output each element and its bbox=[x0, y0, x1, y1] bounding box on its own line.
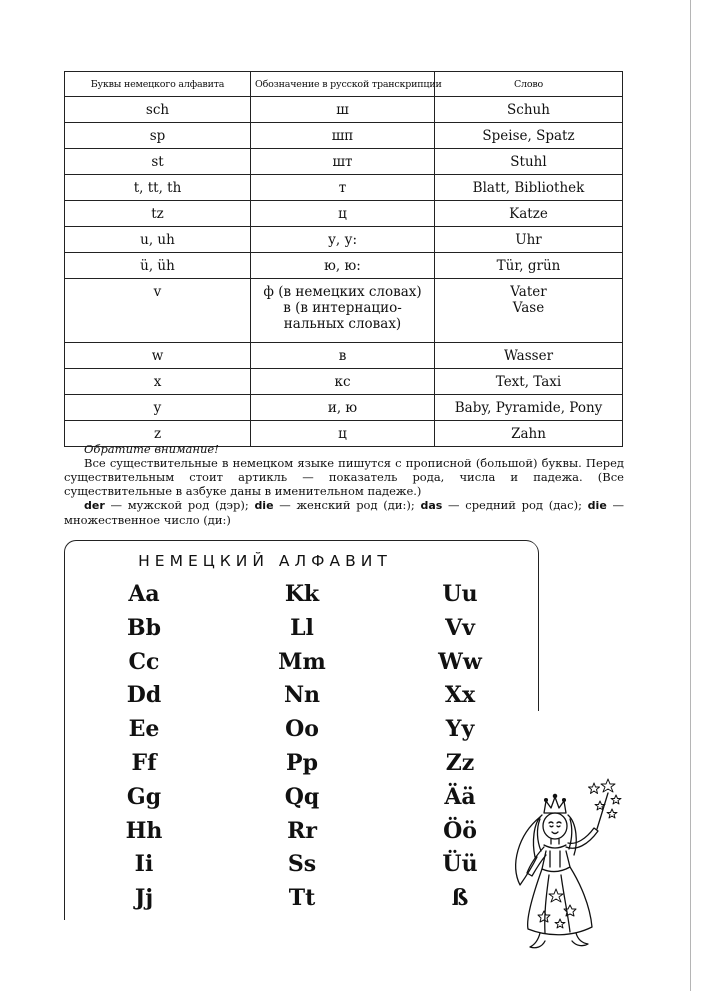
letter: Qq bbox=[284, 783, 320, 810]
cell-transcription: кс bbox=[251, 369, 435, 395]
letter: Jj bbox=[134, 885, 154, 912]
letter: Ff bbox=[131, 749, 157, 776]
cell-transcription: ц bbox=[251, 201, 435, 227]
cell-transcription: у, у: bbox=[251, 227, 435, 253]
table-header-row bbox=[65, 72, 623, 97]
letter: Ii bbox=[134, 851, 154, 878]
table-row bbox=[65, 201, 623, 227]
cell-word: Speise, Spatz bbox=[435, 123, 623, 149]
table-row bbox=[65, 227, 623, 253]
article-die-feminine: die bbox=[254, 499, 274, 512]
table-row bbox=[65, 149, 623, 175]
article-das-meaning: — средний род (дас); bbox=[442, 498, 588, 512]
cell-transcription: ц bbox=[251, 421, 435, 447]
letter: Zz bbox=[445, 749, 475, 776]
letter: Gg bbox=[126, 783, 162, 810]
letter: Nn bbox=[283, 682, 321, 709]
letter: Hh bbox=[125, 817, 163, 844]
article-die-feminine-meaning: — женский род (ди:); bbox=[273, 498, 421, 512]
cell-letters: sp bbox=[65, 123, 251, 149]
note-title: Обратите внимание! bbox=[84, 442, 219, 456]
cell-transcription: шп bbox=[251, 123, 435, 149]
letter: Ll bbox=[290, 614, 314, 641]
table-row bbox=[65, 369, 623, 395]
letter: Bb bbox=[127, 614, 161, 641]
letter: Kk bbox=[284, 581, 320, 607]
cell-word: Schuh bbox=[435, 97, 623, 123]
cell-transcription: ф (в немецких словах) в (в интернацио- нальных словах) bbox=[251, 279, 435, 343]
cell-transcription: т bbox=[251, 175, 435, 201]
cell-letters: st bbox=[65, 149, 251, 175]
header-letters: Буквы немецкого алфавита bbox=[65, 72, 251, 97]
letter: Yy bbox=[445, 716, 475, 743]
header-word: Слово bbox=[435, 72, 623, 97]
letter: Tt bbox=[288, 885, 316, 912]
letter: Üü bbox=[442, 851, 478, 878]
header-transcription: Обозначение в русской транскрипции bbox=[251, 72, 435, 97]
cell-letters: w bbox=[65, 343, 251, 369]
letter: Öö bbox=[443, 817, 477, 844]
page-edge bbox=[690, 0, 698, 991]
cell-word: Text, Taxi bbox=[435, 369, 623, 395]
cell-word: Tür, grün bbox=[435, 253, 623, 279]
cell-letters: sch bbox=[65, 97, 251, 123]
table-row bbox=[65, 343, 623, 369]
cell-letters: v bbox=[65, 279, 251, 343]
letter: Pp bbox=[286, 749, 318, 776]
letter: Uu bbox=[442, 581, 478, 607]
cell-letters: u, uh bbox=[65, 227, 251, 253]
letter: Ss bbox=[287, 851, 317, 878]
letter: Rr bbox=[287, 817, 317, 844]
note-text: Все существительные в немецком языке пишутся с прописной (большой) буквы. Перед существительным стоит артикль — показатель рода, числа и падежа. (Все существительные в азбуке даны в именительном падеже.) bbox=[64, 456, 624, 498]
letter: Vv bbox=[445, 614, 475, 641]
cell-transcription: шт bbox=[251, 149, 435, 175]
cell-transcription: ш bbox=[251, 97, 435, 123]
cell-word: Wasser bbox=[435, 343, 623, 369]
cell-transcription: в bbox=[251, 343, 435, 369]
letter: Mm bbox=[278, 648, 326, 675]
table-row bbox=[65, 279, 623, 343]
cell-letters: t, tt, th bbox=[65, 175, 251, 201]
cell-word: Stuhl bbox=[435, 149, 623, 175]
letter: Cc bbox=[128, 648, 160, 675]
cell-transcription: и, ю bbox=[251, 395, 435, 421]
cell-letters: x bbox=[65, 369, 251, 395]
letter: Oo bbox=[285, 716, 319, 743]
letter: ß bbox=[451, 885, 469, 912]
article-die-plural: die bbox=[587, 499, 607, 512]
letter: Ää bbox=[444, 783, 476, 810]
cell-word: Uhr bbox=[435, 227, 623, 253]
table-row bbox=[65, 175, 623, 201]
cell-letters: z bbox=[65, 421, 251, 447]
cell-letters: ü, üh bbox=[65, 253, 251, 279]
article-der: der bbox=[84, 499, 105, 512]
cell-transcription: ю, ю: bbox=[251, 253, 435, 279]
alphabet-pronunciation-table bbox=[64, 71, 623, 447]
cell-letters: tz bbox=[65, 201, 251, 227]
table-row bbox=[65, 123, 623, 149]
letter: Dd bbox=[126, 682, 162, 709]
table-row bbox=[65, 395, 623, 421]
cell-letters: y bbox=[65, 395, 251, 421]
cell-word: Blatt, Bibliothek bbox=[435, 175, 623, 201]
letter: Ww bbox=[438, 648, 482, 675]
table-row bbox=[65, 253, 623, 279]
article-das: das bbox=[420, 499, 443, 512]
cell-word: Zahn bbox=[435, 421, 623, 447]
article-list bbox=[64, 498, 624, 527]
alphabet-letters bbox=[90, 578, 510, 918]
alphabet-title: НЕМЕЦКИЙ АЛФАВИТ bbox=[138, 552, 392, 570]
letter: Xx bbox=[444, 682, 476, 709]
attention-note bbox=[64, 442, 624, 527]
letter: Aa bbox=[128, 581, 160, 607]
cell-word: Katze bbox=[435, 201, 623, 227]
princess-with-wand-illustration bbox=[500, 765, 625, 955]
article-die-plural-meaning: — множественное число (ди:) bbox=[64, 498, 624, 527]
letter: Ee bbox=[128, 716, 160, 743]
cell-word: Vater Vase bbox=[435, 279, 623, 343]
article-der-meaning: — мужской род (дэр); bbox=[104, 498, 255, 512]
table-row bbox=[65, 97, 623, 123]
cell-word: Baby, Pyramide, Pony bbox=[435, 395, 623, 421]
